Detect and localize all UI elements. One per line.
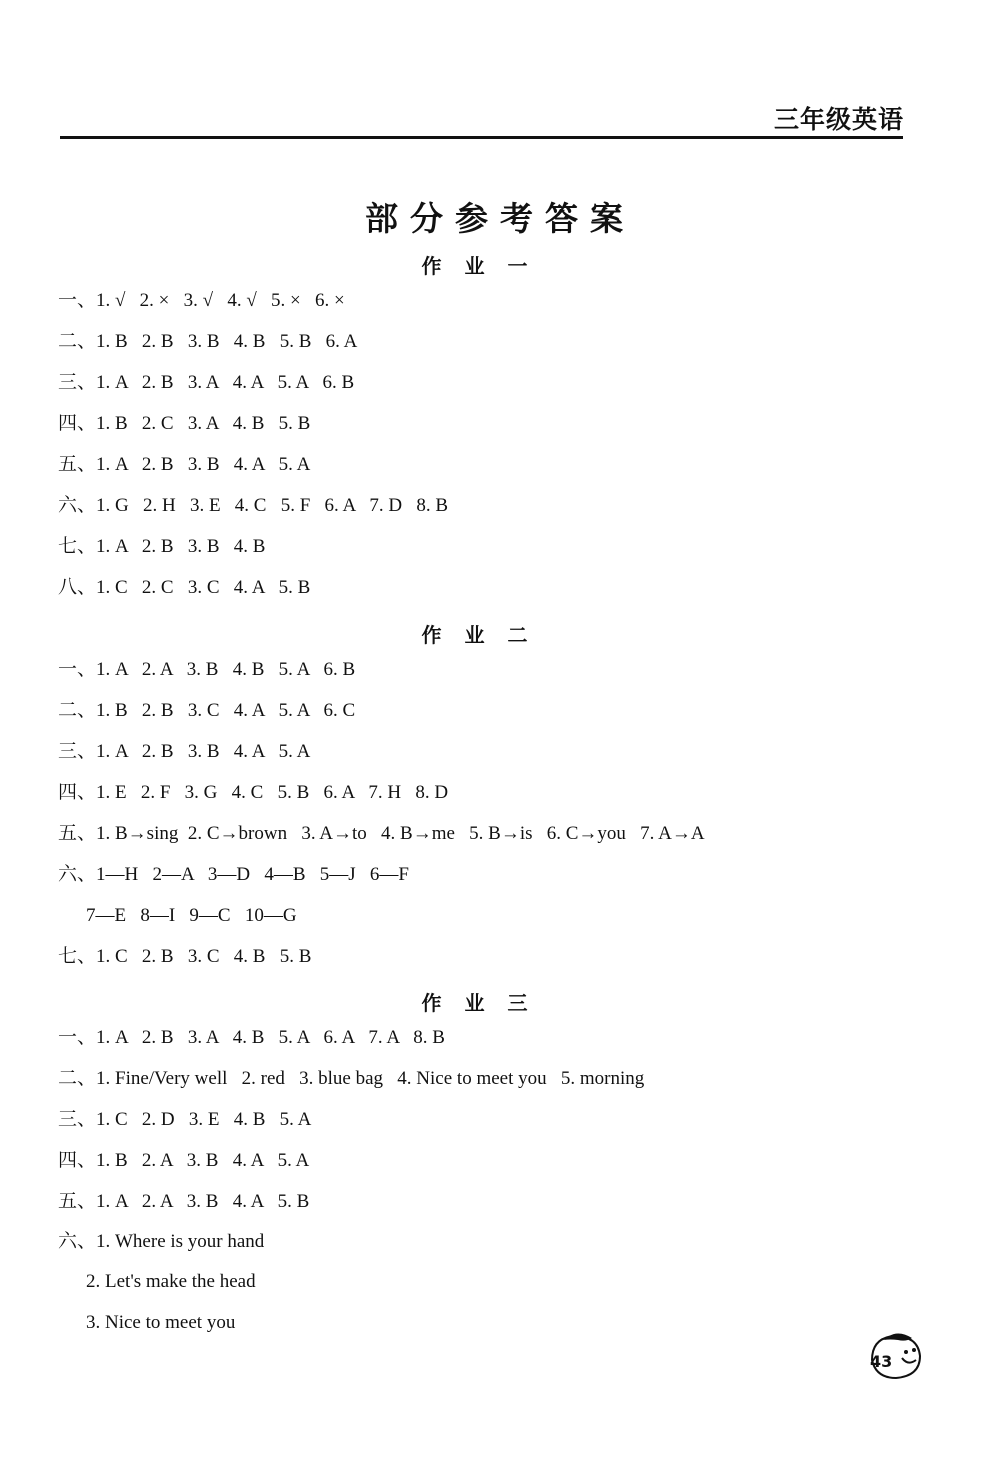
answer-line: 五、1. A 2. B 3. B 4. A 5. A (58, 454, 311, 475)
answer-line: 三、1. A 2. B 3. A 4. A 5. A 6. B (58, 372, 355, 393)
answer-line: 七、1. A 2. B 3. B 4. B (58, 536, 266, 557)
answer-line: 一、1. √ 2. × 3. √ 4. √ 5. × 6. × (58, 290, 345, 311)
section-heading: 作 业 三 (421, 991, 536, 1015)
answer-line: 五、1. B→sing 2. C→brown 3. A→to 4. B→me 5. B→is 6. C→you 7. A→A (58, 823, 705, 844)
header-title: 三年级英语 (773, 105, 904, 134)
answer-line: 二、1. B 2. B 3. C 4. A 5. A 6. C (58, 700, 356, 721)
answer-line: 3. Nice to meet you (86, 1312, 236, 1333)
answer-line: 五、1. A 2. A 3. B 4. A 5. B (58, 1191, 310, 1212)
page-title: 部分参考答案 (365, 199, 635, 238)
answer-line: 三、1. C 2. D 3. E 4. B 5. A (58, 1109, 312, 1130)
page-number: 43 (870, 1352, 893, 1371)
answer-line: 六、1—H 2—A 3—D 4—B 5—J 6—F (58, 864, 409, 885)
answer-line: 四、1. E 2. F 3. G 4. C 5. B 6. A 7. H 8. D (58, 782, 449, 803)
answer-line: 二、1. Fine/Very well 2. red 3. blue bag 4. Nice to meet you 5. morning (58, 1068, 645, 1089)
answer-line: 二、1. B 2. B 3. B 4. B 5. B 6. A (58, 331, 358, 352)
answer-line: 六、1. Where is your hand (58, 1231, 265, 1252)
answer-line: 一、1. A 2. B 3. A 4. B 5. A 6. A 7. A 8. B (58, 1027, 445, 1048)
answer-line: 六、1. G 2. H 3. E 4. C 5. F 6. A 7. D 8. B (58, 495, 449, 516)
answer-line: 7—E 8—I 9—C 10—G (86, 905, 297, 926)
answer-line: 八、1. C 2. C 3. C 4. A 5. B (58, 577, 311, 598)
answer-line: 七、1. C 2. B 3. C 4. B 5. B (58, 946, 312, 967)
section-heading: 作 业 二 (421, 623, 536, 647)
answer-line: 四、1. B 2. C 3. A 4. B 5. B (58, 413, 311, 434)
section-heading: 作 业 一 (421, 254, 536, 278)
answer-line: 三、1. A 2. B 3. B 4. A 5. A (58, 741, 311, 762)
answer-line: 2. Let's make the head (86, 1271, 256, 1292)
header-rule (60, 136, 903, 139)
answer-line: 一、1. A 2. A 3. B 4. B 5. A 6. B (58, 659, 356, 680)
answer-line: 四、1. B 2. A 3. B 4. A 5. A (58, 1150, 310, 1171)
